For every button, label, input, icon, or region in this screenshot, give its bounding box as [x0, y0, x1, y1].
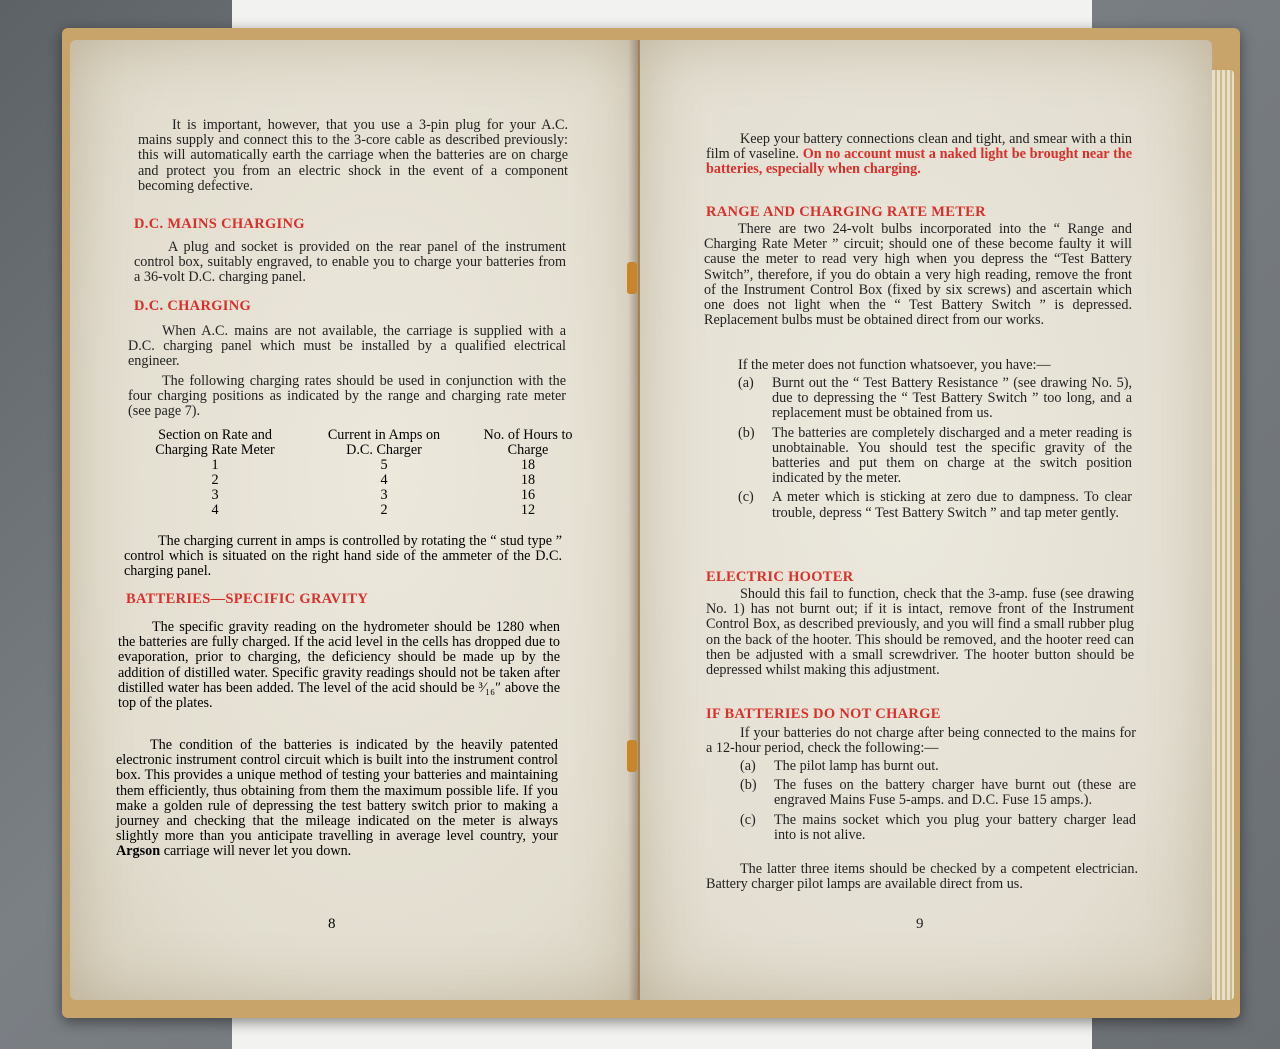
dc-charging-paragraph: When A.C. mains are not available, the carriage is supplied with a D.C. charging panel which must be installed by a qualified electrical engineer.: [128, 323, 566, 370]
table-cell: 5: [380, 457, 388, 473]
closing-paragraph: The latter three items should be checked by a competent electrician. Battery charger pilot lamps are available direct from us.: [706, 861, 1138, 893]
table-header-row: [128, 428, 590, 458]
range-meter-heading: RANGE AND CHARGING RATE METER: [706, 204, 986, 220]
electric-hooter-heading: ELECTRIC HOOTER: [706, 569, 854, 585]
list-item-text: The pilot lamp has burnt out.: [774, 758, 939, 774]
table-row: [128, 473, 590, 488]
connections-text: Keep your battery connections clean and tight, and smear with a thin film of vaseline.: [706, 131, 1132, 163]
list-item: [740, 778, 1136, 808]
staple-top: [627, 262, 637, 294]
specific-gravity-heading: BATTERIES—SPECIFIC GRAVITY: [126, 591, 369, 607]
page-number-right: 9: [916, 916, 924, 932]
column-header-section: Section on Rate and Charging Rate Meter: [155, 427, 275, 458]
page-edges: [1212, 70, 1234, 1000]
table-row: [128, 488, 590, 503]
table-cell: 18: [520, 472, 536, 488]
condition-text-end: carriage will never let you down.: [163, 843, 352, 860]
page-number-left: 8: [328, 916, 336, 932]
table-cell: 16: [520, 487, 536, 503]
table-cell: 1: [211, 457, 219, 473]
table-cell: 12: [520, 502, 536, 518]
table-cell: 18: [520, 457, 536, 473]
list-item-text: Burnt out the “ Test Battery Resistance ” (see drawing No. 5), due to depressing the “ Test Battery Switch ” too long, and a replacement must be obtained from us.: [772, 375, 1132, 422]
list-item-label: (a): [740, 758, 756, 774]
list-item-label: (c): [738, 489, 754, 506]
left-page: [70, 40, 638, 1000]
dc-charging-heading: D.C. CHARGING: [134, 298, 252, 314]
table-cell: 3: [380, 487, 388, 503]
list-item-text: A meter which is sticking at zero due to dampness. To clear trouble, depress “ Test Battery Switch ” and tap meter gently.: [772, 489, 1132, 521]
list-item-label: (b): [738, 424, 755, 441]
list-item: [738, 376, 1132, 422]
meter-fault-list: [738, 376, 1132, 525]
not-charge-paragraph: If your batteries do not charge after being connected to the mains for a 12-hour period, check the following:—: [706, 725, 1136, 757]
condition-text: The condition of the batteries is indicated by the heavily patented electronic instrument control circuit which is built into the instrument control box. This provides a unique method of testing your batteries and maintaining them efficiently, thus obtaining from them the maximum possible life. If you make a golden rule of depressing the test battery switch prior to making a journey and checking that the mileage indicated on the meter is always slightly more than you anticipate travelling in average level country, your: [116, 737, 558, 845]
not-charge-list: [740, 759, 1136, 847]
table-cell: 4: [211, 502, 219, 518]
list-item: [740, 813, 1136, 843]
table-row: [128, 458, 590, 473]
charging-current-paragraph: The charging current in amps is controlled by rotating the “ stud type ” control which is situated on the right hand side of the ammeter of the D.C. charging panel.: [124, 533, 562, 580]
column-header-current: Current in Amps on D.C. Charger: [327, 427, 441, 458]
list-item-text: The fuses on the battery charger have burnt out (these are engraved Mains Fuse 5-amps. and D.C. Fuse 15 amps.).: [774, 777, 1136, 809]
charging-rates-table: [128, 428, 590, 518]
staple-bottom: [627, 740, 637, 772]
list-item: [738, 490, 1132, 520]
table-cell: 2: [211, 472, 219, 488]
range-meter-paragraph: There are two 24-volt bulbs incorporated into the “ Range and Charging Rate Meter ” circuit; should one of these become faulty it will cause the meter to read very high when you depress the “Test Battery Switch”, therefore, if you do obtain a very high reading, remove the front of the Instrument Control Box (fixed by six screws) and ascertain which one does not light when the “ Test Battery Switch ” is depressed. Replacement bulbs must be obtained direct from our works.: [704, 221, 1132, 329]
dc-mains-heading: D.C. MAINS CHARGING: [134, 216, 305, 232]
list-item-text: The batteries are completely discharged and a meter reading is unobtainable. You should test the specific gravity of the batteries and put them on charge at the switch position indicated by the meter.: [772, 424, 1132, 487]
list-item-label: (b): [740, 777, 757, 794]
column-header-hours: No. of Hours to Charge: [483, 427, 573, 458]
dc-mains-paragraph: A plug and socket is provided on the rear panel of the instrument control box, suitably engraved, to enable you to charge your batteries from a 36-volt D.C. charging panel.: [134, 239, 566, 286]
intro-paragraph: It is important, however, that you use a 3-pin plug for your A.C. mains supply and connect this to the 3-core cable as described previously: this will automatically earth the carriage when the batteries are on charge and protect you from an electric shock in the event of a component becoming defective.: [138, 117, 568, 194]
meter-list-intro: If the meter does not function whatsoever, you have:—: [738, 357, 1051, 373]
electric-hooter-paragraph: Should this fail to function, check that the 3-amp. fuse (see drawing No. 1) has not burnt out; if it is intact, remove front of the Instrument Control Box, as described previously, and you will find a small rubber plug on the back of the hooter. This should be removed, and the hooter reed can then be adjusted with a small screwdriver. The hooter button should be depressed whilst making this adjustment.: [706, 586, 1134, 679]
list-item-text: The mains socket which you plug your battery charger lead into is not alive.: [774, 811, 1136, 843]
connections-paragraph: [706, 132, 1132, 178]
rates-intro-paragraph: The following charging rates should be used in conjunction with the four charging positions as indicated by the range and charging rate meter (see page 7).: [128, 373, 566, 420]
specific-gravity-paragraph: The specific gravity reading on the hydrometer should be 1280 when the batteries are fully charged. If the acid level in the cells has dropped due to evaporation, prior to charging, the deficiency should be made up by the addition of distilled water. Specific gravity readings should not be taken after distilled water has been added. The level of the acid should be ³⁄₁₆″ above the top of the plates.: [118, 619, 560, 712]
table-cell: 2: [380, 502, 388, 518]
list-item: [738, 426, 1132, 487]
table-cell: 3: [211, 487, 219, 503]
right-page: [640, 40, 1212, 1000]
list-item-label: (c): [740, 811, 756, 828]
list-item: [740, 759, 1136, 774]
table-row: [128, 503, 590, 518]
naked-light-warning: On no account must a naked light be brought near the batteries, especially when charging.: [706, 146, 1132, 178]
table-cell: 4: [380, 472, 388, 488]
list-item-label: (a): [738, 375, 754, 391]
brand-name: Argson: [116, 843, 161, 860]
not-charge-heading: IF BATTERIES DO NOT CHARGE: [706, 706, 941, 722]
